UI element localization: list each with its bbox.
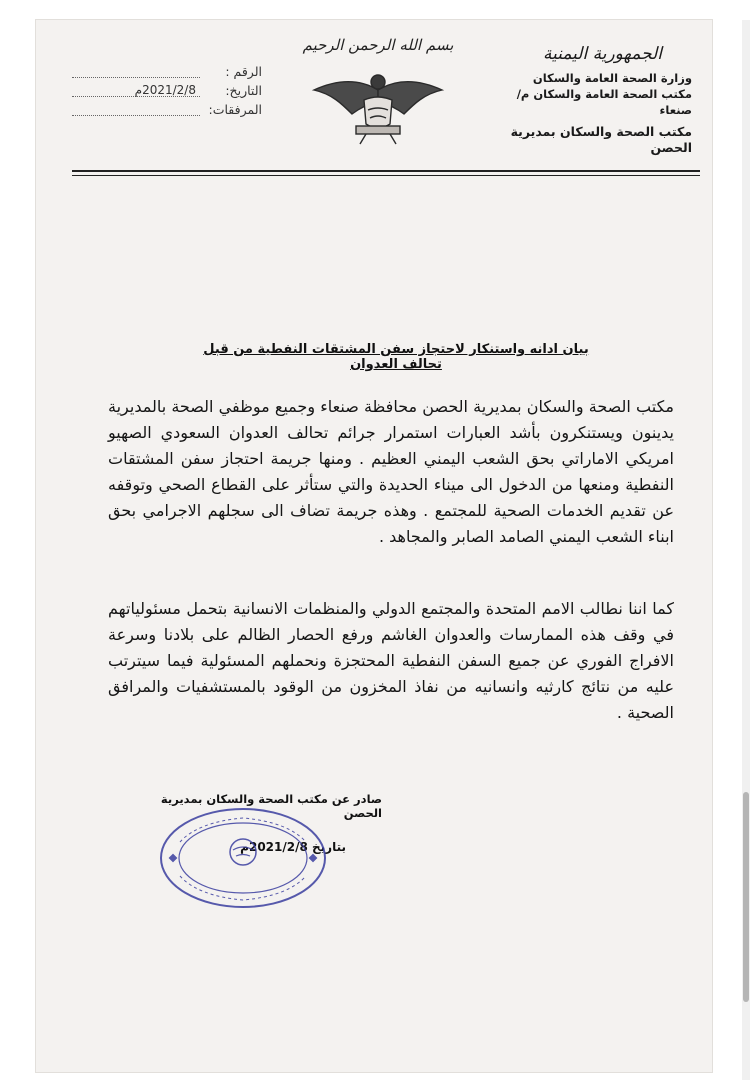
- statement-paragraph-1: مكتب الصحة والسكان بمديرية الحصن محافظة صنعاء وجميع موظفي الصحة بالمديرية يدينون ويستنكرون بأشد العبارات استمرار جرائم تحالف العدوان السعودي الصهيو امريكي الاماراتي بحق الشعب اليمني العظيم . ومنها جريمة احتجاز سفن المشتقات النفطية ومنعها من الدخول الى ميناء الحديدة والتي ستأثر على القطاع الصحي وتوقفه عن تقديم الخدمات الصحية للمجتمع . وهذه جريمة تضاف الى سجلهم الاجرامي بحق ابناء الشعب اليمني الصامد الصابر والمجاهد .: [108, 397, 674, 546]
- header-divider-thin: [72, 175, 700, 176]
- republic-name: الجمهورية اليمنية: [542, 44, 662, 64]
- reference-number-row: [72, 62, 262, 81]
- reference-attachments-label: المرفقات:: [208, 102, 262, 117]
- scrollbar-thumb[interactable]: [743, 792, 749, 1002]
- statement-paragraph-2: كما اننا نطالب الامم المتحدة والمجتمع الدولي والمنظمات الانسانية بتحمل مسئولياتهم في وقف هذه الممارسات والعدوان الغاشم ورفع الحصار الظالم على بلادنا وسرعة الافراج الفوري عن جميع السفن النفطية المحتجزة ونحملهم المسئولية فيما سيترتب عليه من نتائج كارثيه وانسانيه من نفاذ المخزون من الوقود بالمستشفيات والمرافق الصحية .: [108, 599, 674, 722]
- signature-date: بتاريخ 2021/2/8م: [240, 840, 346, 854]
- issued-by-text: صادر عن مكتب الصحة والسكان بمديرية الحصن: [160, 792, 382, 820]
- basmala: بسم الله الرحمن الرحيم: [302, 36, 454, 54]
- header-center: [298, 36, 458, 150]
- reference-date-value: 2021/2/8م: [72, 84, 200, 97]
- reference-attachments-row: [72, 100, 262, 119]
- official-stamp-icon: [158, 806, 328, 914]
- eagle-emblem-icon: [298, 60, 458, 150]
- reference-block: [72, 62, 262, 119]
- scrollbar-track[interactable]: [742, 20, 750, 1080]
- office-district: مكتب الصحة والسكان بمديرية الحصن: [510, 124, 692, 155]
- statement-title: بيان ادانه واستنكار لاحتجاز سفن المشتقات النفطية من قبل تحالف العدوان: [203, 342, 589, 372]
- reference-attachments-value: [72, 103, 200, 116]
- ministry-name: وزارة الصحة العامة والسكان: [532, 71, 692, 85]
- reference-date-row: [72, 81, 262, 100]
- office-capital: مكتب الصحة العامة والسكان م/صنعاء: [516, 87, 692, 117]
- letterhead: [492, 44, 692, 156]
- reference-number-label: الرقم :: [225, 64, 262, 79]
- reference-number-value: [72, 65, 200, 78]
- reference-date-label: التاريخ:: [225, 83, 262, 98]
- document-page: [36, 20, 712, 1072]
- header-divider-thick: [72, 170, 700, 172]
